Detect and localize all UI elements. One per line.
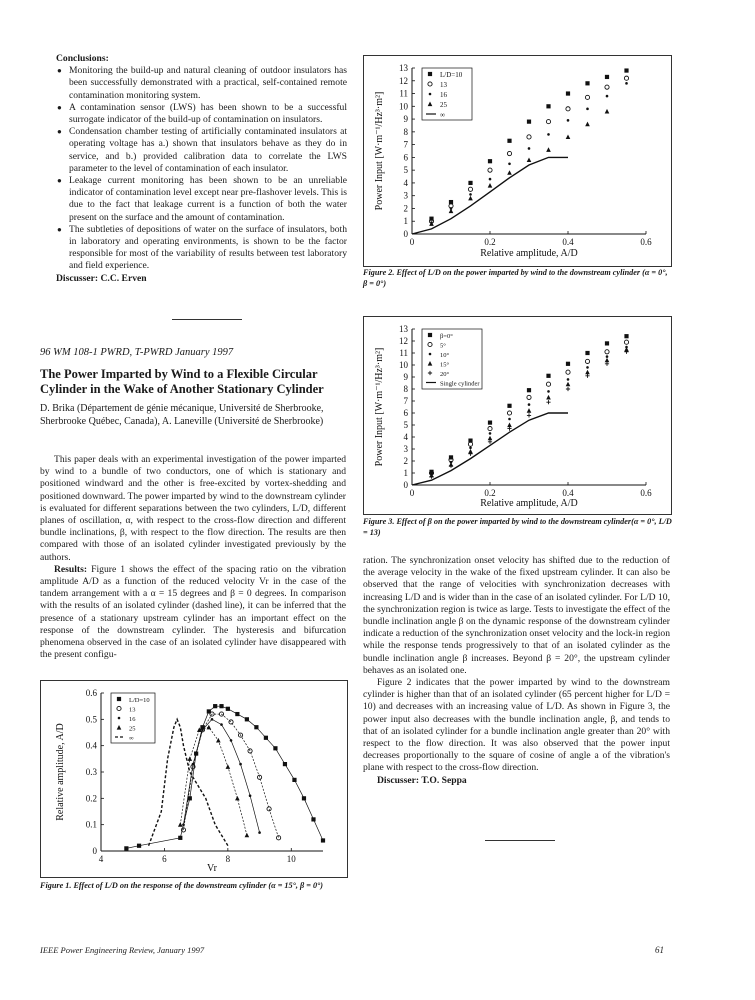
data-point <box>220 723 223 726</box>
data-point <box>547 133 550 136</box>
abstract-paragraph: This paper deals with an experimental investigation of the power imparted by wind to a bundle of two conductors, one of which is stationary and positioned windward and the other is free-excited by vortex-shedding and positioned downward. The power imparted by wind to the downstream cylinder is evaluated for different separations between the two cylinders, L/D, different planes of oscillation, α, with respect to the cross-flow direction and different bundle inclinations, β, with respect to the flow direction. The results are then compared with those of an isolated cylinder investigated previously by the authors. <box>40 454 346 563</box>
data-point <box>567 119 570 122</box>
data-point <box>245 717 249 721</box>
legend-marker <box>428 72 432 76</box>
series-line-4 <box>149 719 228 845</box>
y-tick-label: 7 <box>403 396 408 406</box>
data-point <box>277 836 281 840</box>
y-axis-label: Power Input [W·m⁻¹/Hz³·m²] <box>374 91 385 211</box>
data-point <box>311 817 315 821</box>
data-point <box>229 720 233 724</box>
legend-label: L/D=10 <box>129 697 150 704</box>
data-point <box>606 95 609 98</box>
data-point <box>258 831 261 834</box>
data-point <box>124 846 128 850</box>
data-point <box>527 395 531 399</box>
data-point <box>507 423 512 428</box>
divider-left <box>172 319 242 320</box>
y-tick-label: 11 <box>399 348 408 358</box>
data-point <box>527 388 531 392</box>
data-point <box>468 181 472 185</box>
conclusion-item: ● The subtleties of depositions of water on the surface of insulators, both in laboratory and operating environments, is shown to be the factor responsible for most of the variability of results between test laboratory and field experience. <box>69 224 347 273</box>
data-point <box>468 196 473 201</box>
data-point <box>507 151 511 155</box>
data-point <box>605 350 609 354</box>
data-point <box>585 81 589 85</box>
conclusions-heading: Conclusions: <box>56 53 109 64</box>
data-point <box>137 844 141 848</box>
data-point <box>292 778 296 782</box>
y-tick-label: 3 <box>403 190 408 201</box>
legend-label: 13 <box>129 706 136 714</box>
figure-2-chart <box>364 56 671 266</box>
data-point <box>585 351 589 355</box>
data-point <box>469 447 472 450</box>
y-tick-label: 12 <box>399 336 408 346</box>
x-tick-label: 4 <box>98 854 104 864</box>
legend-marker <box>117 697 121 701</box>
y-tick-label: 4 <box>403 177 408 188</box>
data-point <box>508 418 511 421</box>
y-tick-label: 5 <box>403 165 408 176</box>
data-point <box>507 427 511 431</box>
data-point <box>449 464 453 468</box>
y-tick-label: 10 <box>399 101 408 112</box>
data-point <box>625 82 628 85</box>
data-point <box>488 421 492 425</box>
x-tick-label: 0.4 <box>562 488 574 498</box>
y-tick-label: 0.2 <box>85 793 97 804</box>
results-right-paragraph-1: ration. The synchronization onset velocity has shifted due to the reduction of the average velocity in the wake of the fixed upstream cylinder. It can also be observed that the range of velocities with synchronization decreases with increasing L/D and is wider than in the case of an isolated cylinder. For L/D 10, the synchronization region is twice as large. Tests to investigate the effect of the bundle inclination angle β on the dynamic response of the downstream cylinder indicate a reduction of the synchronization onset velocity and the lock-in region while the response tends progressively to that of an isolated cylinder as the bundle inclination angle β increases. Beyond β = 20°, the upstream cylinder behaves as an isolated one. <box>363 555 670 676</box>
x-tick-label: 6 <box>162 854 167 864</box>
y-tick-label: 3 <box>403 444 408 454</box>
data-point <box>546 104 550 108</box>
legend-label: Single cylinder <box>440 380 480 388</box>
data-point <box>321 838 325 842</box>
conclusions-list <box>56 65 347 272</box>
data-point <box>624 68 628 72</box>
data-point <box>547 390 550 393</box>
y-tick-label: 8 <box>403 384 408 394</box>
data-point <box>249 794 252 797</box>
results-left-text: Figure 1 shows the effect of the spacing ratio on the vibration amplitude A/D as a function of the reduced velocity Vr in the case of the tandem arrangement with a α = 15 degrees and β = 0 degrees. In comparison with the results of an isolated cylinder (dashed line), it can be inferred that the presence of a stationary upstream cylinder has an important effect on the response of the downstream cylinder. The hysteresis and bifurcation phenomena observed in the case of an isolated cylinder have disappeared with the present configu- <box>40 563 346 661</box>
y-tick-label: 9 <box>403 372 408 382</box>
data-point <box>528 147 531 150</box>
legend-label: 20° <box>440 371 450 378</box>
data-point <box>188 756 193 761</box>
figure-3 <box>363 316 672 515</box>
data-point <box>605 358 610 363</box>
legend-label: 16 <box>440 91 447 99</box>
data-point <box>488 440 492 444</box>
authors-text: D. Brika (Département de génie mécanique, Université de Sherbrooke, Sherbrooke Québec, Canada), A. Laneville (Université de Sherbrooke) <box>40 403 324 427</box>
series-line-1 <box>184 714 279 838</box>
x-axis-label: Relative amplitude, A/D <box>480 498 578 509</box>
discusser-erven: Discusser: C.C. Erven <box>56 272 147 284</box>
figure-3-chart <box>364 317 671 514</box>
data-point <box>585 370 590 375</box>
data-point <box>178 836 182 840</box>
data-point <box>207 725 212 730</box>
data-point <box>605 85 609 89</box>
y-tick-label: 1 <box>403 216 408 227</box>
data-point <box>230 739 233 742</box>
x-tick-label: 0 <box>409 488 415 498</box>
conclusion-item: ● Monitoring the build-up and natural cleaning of outdoor insulators has been successfully demonstrated with a practical, self-contained remote contamination monitoring system. <box>69 65 347 102</box>
data-point <box>449 209 454 214</box>
article-body-right <box>363 555 670 787</box>
y-tick-label: 11 <box>399 88 408 99</box>
legend-label: 5° <box>440 342 446 350</box>
data-point <box>219 704 223 708</box>
data-point <box>566 362 570 366</box>
data-point <box>178 822 183 827</box>
data-point <box>527 157 532 162</box>
data-point <box>273 746 277 750</box>
x-tick-label: 0.2 <box>484 237 496 247</box>
data-point <box>429 475 433 479</box>
data-point <box>527 408 532 413</box>
legend-label: 13 <box>440 81 447 89</box>
data-point <box>235 796 240 801</box>
data-point <box>226 764 231 769</box>
y-tick-label: 12 <box>399 75 408 86</box>
legend-label: 25 <box>129 725 136 733</box>
data-point <box>192 763 195 766</box>
data-point <box>605 109 610 114</box>
data-point <box>182 823 185 826</box>
data-point <box>488 436 493 441</box>
legend-marker <box>428 333 432 337</box>
data-point <box>605 75 609 79</box>
data-point <box>507 139 511 143</box>
y-tick-label: 9 <box>403 114 408 125</box>
data-point <box>566 134 571 139</box>
data-point <box>507 411 511 415</box>
discusser-seppa: Discusser: T.O. Seppa <box>377 774 467 786</box>
data-point <box>546 382 550 386</box>
data-point <box>211 718 214 721</box>
article-authors <box>40 402 346 428</box>
legend-label: 25 <box>440 101 447 109</box>
figure-1-chart <box>41 681 347 877</box>
data-point <box>605 362 609 366</box>
legend-label: L/D=10 <box>440 71 463 79</box>
data-point <box>264 736 268 740</box>
data-point <box>488 159 492 163</box>
y-axis-label: Relative amplitude, A/D <box>55 723 66 821</box>
y-tick-label: 6 <box>403 152 408 163</box>
conclusion-item: ● Condensation chamber testing of artificially contaminated insulators at operating voltage has a.) shown that insulators behave as they do in service, and b.) provided calibration data to correlate the LWS parameter to the level of contamination of each insulator. <box>69 126 347 175</box>
results-label: Results: <box>54 563 88 575</box>
data-point <box>507 170 512 175</box>
footer-journal: IEEE Power Engineering Review, January 1997 <box>40 945 205 955</box>
data-point <box>566 107 570 111</box>
data-point <box>586 366 589 369</box>
y-tick-label: 2 <box>403 456 408 466</box>
series-line-2 <box>184 719 260 832</box>
y-tick-label: 4 <box>403 432 408 442</box>
y-tick-label: 10 <box>399 360 408 370</box>
data-point <box>586 108 589 111</box>
footer-page-number: 61 <box>655 945 664 955</box>
conclusion-item: ● Leakage current monitoring has been shown to be an unreliable indicator of contamination level except near pre-flashover levels. This is due to the fact that leakage current is a function of both the water present on the surface and the amount of contamination. <box>69 175 347 224</box>
x-tick-label: 0.6 <box>640 237 652 247</box>
article-title: The Power Imparted by Wind to a Flexible Circular Cylinder in the Wake of Another Stationary Cylinder <box>40 367 324 396</box>
y-tick-label: 1 <box>403 468 408 478</box>
data-point <box>239 763 242 766</box>
data-point <box>546 147 551 152</box>
data-point <box>624 334 628 338</box>
x-tick-label: 0 <box>409 237 415 247</box>
data-point <box>566 91 570 95</box>
legend-label: β=0° <box>440 333 453 340</box>
y-tick-label: 0.5 <box>85 714 97 725</box>
data-point <box>527 135 531 139</box>
y-tick-label: 0.1 <box>85 819 97 830</box>
x-tick-label: 0.2 <box>484 488 496 498</box>
data-point <box>567 378 570 381</box>
figure-2-caption: Figure 2. Effect of L/D on the power imparted by wind to the downstream cylinder (α = 0°, β = 0°) <box>363 268 668 288</box>
figure-1-caption: Figure 1. Effect of L/D on the response of the downstream cylinder (α = 15°, β = 0°) <box>40 881 324 890</box>
article-body-left <box>40 454 346 661</box>
x-tick-label: 10 <box>286 854 296 864</box>
data-point <box>566 387 570 391</box>
data-point <box>606 355 609 358</box>
legend-label: 16 <box>129 716 136 723</box>
data-point <box>527 120 531 124</box>
data-point <box>489 178 492 181</box>
x-tick-label: 0.4 <box>562 237 574 247</box>
legend-label: 10° <box>440 352 450 359</box>
data-point <box>585 122 590 127</box>
data-point <box>546 374 550 378</box>
data-point <box>488 427 492 431</box>
y-tick-label: 5 <box>403 420 408 430</box>
data-point <box>468 442 472 446</box>
y-tick-label: 0.4 <box>85 740 97 751</box>
data-point <box>585 374 589 378</box>
legend-marker <box>429 93 432 96</box>
data-point <box>488 168 492 172</box>
x-axis-label: Relative amplitude, A/D <box>480 248 578 259</box>
data-point <box>226 707 230 711</box>
article-code: 96 WM 108-1 PWRD, T-PWRD January 1997 <box>40 347 234 358</box>
y-tick-label: 13 <box>399 324 408 334</box>
figure-2 <box>363 55 672 267</box>
legend-label: ∞ <box>129 735 134 742</box>
data-point <box>245 833 250 838</box>
data-point <box>527 413 531 417</box>
conclusions-section <box>56 53 347 285</box>
x-axis-label: Vr <box>207 863 217 874</box>
data-point <box>508 162 511 165</box>
legend-marker <box>118 717 121 720</box>
conclusion-item: ● A contamination sensor (LWS) has been shown to be a successful surrogate indicator of the build-up of contamination on insulators. <box>69 102 347 126</box>
data-point <box>546 395 551 400</box>
data-point <box>283 762 287 766</box>
y-axis-label: Power Input [W·m⁻¹/Hz³·m²] <box>374 347 385 467</box>
data-point <box>302 796 306 800</box>
data-point <box>624 76 628 80</box>
results-right-paragraph-2: Figure 2 indicates that the power imparted by wind to the downstream cylinder is higher than that of an isolated cylinder (65 percent higher for L/D = 10) and decreases with an increasing value of L/D. As shown in Figure 3, the power input also decreases with the bundle inclination angle, β, and tends to that of an isolated cylinder for a bundle inclination angle greater than 20° with respect to the flow direction. It was also observed that the power input decreases proportionally to the square of cosine of angle a of the vibration's plane with respect to the cross-flow direction. <box>363 677 670 774</box>
y-tick-label: 0.3 <box>85 767 97 777</box>
data-point <box>624 340 628 344</box>
y-tick-label: 0 <box>403 229 408 239</box>
figure-3-caption: Figure 3. Effect of β on the power imparted by wind to the downstream cylinder(α = 0°, L/D = 13) <box>363 517 672 537</box>
y-tick-label: 7 <box>403 139 408 150</box>
legend-label: ∞ <box>440 111 445 119</box>
x-tick-label: 0.6 <box>640 488 652 498</box>
y-tick-label: 8 <box>403 126 408 137</box>
data-point <box>528 403 531 406</box>
y-tick-label: 0 <box>403 480 408 490</box>
figure-1 <box>40 680 348 878</box>
series-line-4 <box>412 157 568 234</box>
data-point <box>488 183 493 188</box>
legend-marker <box>429 353 432 356</box>
data-point <box>468 187 472 191</box>
data-point <box>267 807 271 811</box>
y-tick-label: 2 <box>403 203 408 214</box>
data-point <box>507 404 511 408</box>
x-tick-label: 8 <box>225 854 231 864</box>
data-point <box>254 725 258 729</box>
data-point <box>566 382 571 387</box>
y-tick-label: 13 <box>399 63 408 73</box>
data-point <box>546 120 550 124</box>
data-point <box>469 193 472 196</box>
y-tick-label: 0 <box>92 846 97 856</box>
data-point <box>585 359 589 363</box>
results-paragraph <box>40 564 346 662</box>
data-point <box>235 712 239 716</box>
divider-right <box>485 840 555 841</box>
legend-label: 15° <box>440 361 450 369</box>
y-tick-label: 0.6 <box>85 688 97 698</box>
data-point <box>566 370 570 374</box>
data-point <box>489 432 492 435</box>
data-point <box>213 704 217 708</box>
data-point <box>546 400 550 404</box>
y-tick-label: 6 <box>403 408 408 418</box>
data-point <box>605 341 609 345</box>
data-point <box>585 95 589 99</box>
